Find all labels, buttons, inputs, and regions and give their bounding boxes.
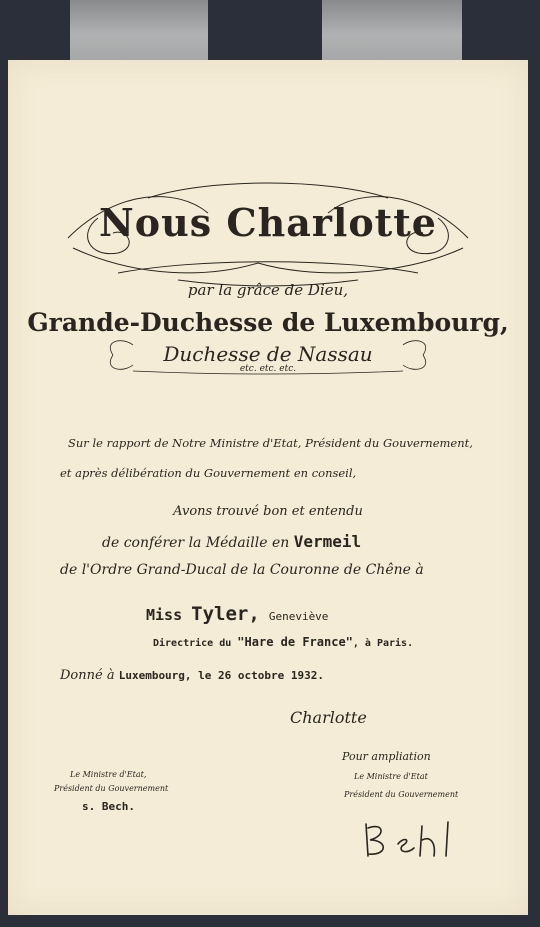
left-president-title: Président du Gouvernement [54,784,169,793]
grace-line: par la grâce de Dieu, [187,281,349,299]
given-line [60,668,324,683]
left-signed-name: s. Bech. [82,800,135,813]
recipient-surname: Tyler, [191,603,260,625]
recipient-prefix: Miss [146,606,192,624]
recipient-name [146,603,328,625]
medal-line [102,532,361,551]
recipient-given-name: Geneviève [268,610,329,623]
pour-ampliation: Pour ampliation [342,750,431,763]
nassau-line: Duchesse de Nassau [163,342,373,366]
given-prefix: Donné à [60,668,119,683]
certificate-sheet [8,60,528,915]
medal-class: Vermeil [293,532,362,551]
medal-prefix: de conférer la Médaille en [102,535,294,551]
grand-duchess-line: Grande-Duchesse de Luxembourg, [27,308,509,337]
charlotte-signature: Charlotte [290,708,367,727]
decision-line: Avons trouvé bon et entendu [173,504,363,519]
deliberation-line: et après délibération du Gouvernement en conseil, [60,466,357,480]
role-institution: "Hare de France" [237,635,353,649]
etc-line: etc. etc. etc. [239,364,297,374]
given-place-date: Luxembourg, le 26 octobre 1932. [118,669,325,682]
right-minister-title: Le Ministre d'Etat [354,772,428,781]
recipient-role [153,635,413,649]
order-line: de l'Ordre Grand-Ducal de la Couronne de Chêne à [60,562,424,578]
document-title: Nous Charlotte [99,200,437,245]
right-president-title: Président du Gouvernement [344,790,459,799]
bech-handwritten-signature [356,816,466,861]
report-line: Sur le rapport de Notre Ministre d'Etat, Président du Gouvernement, [68,436,473,450]
left-minister-title: Le Ministre d'Etat, [70,770,147,779]
role-prefix: Directrice du [153,638,238,649]
role-suffix: , à Paris. [352,638,414,649]
